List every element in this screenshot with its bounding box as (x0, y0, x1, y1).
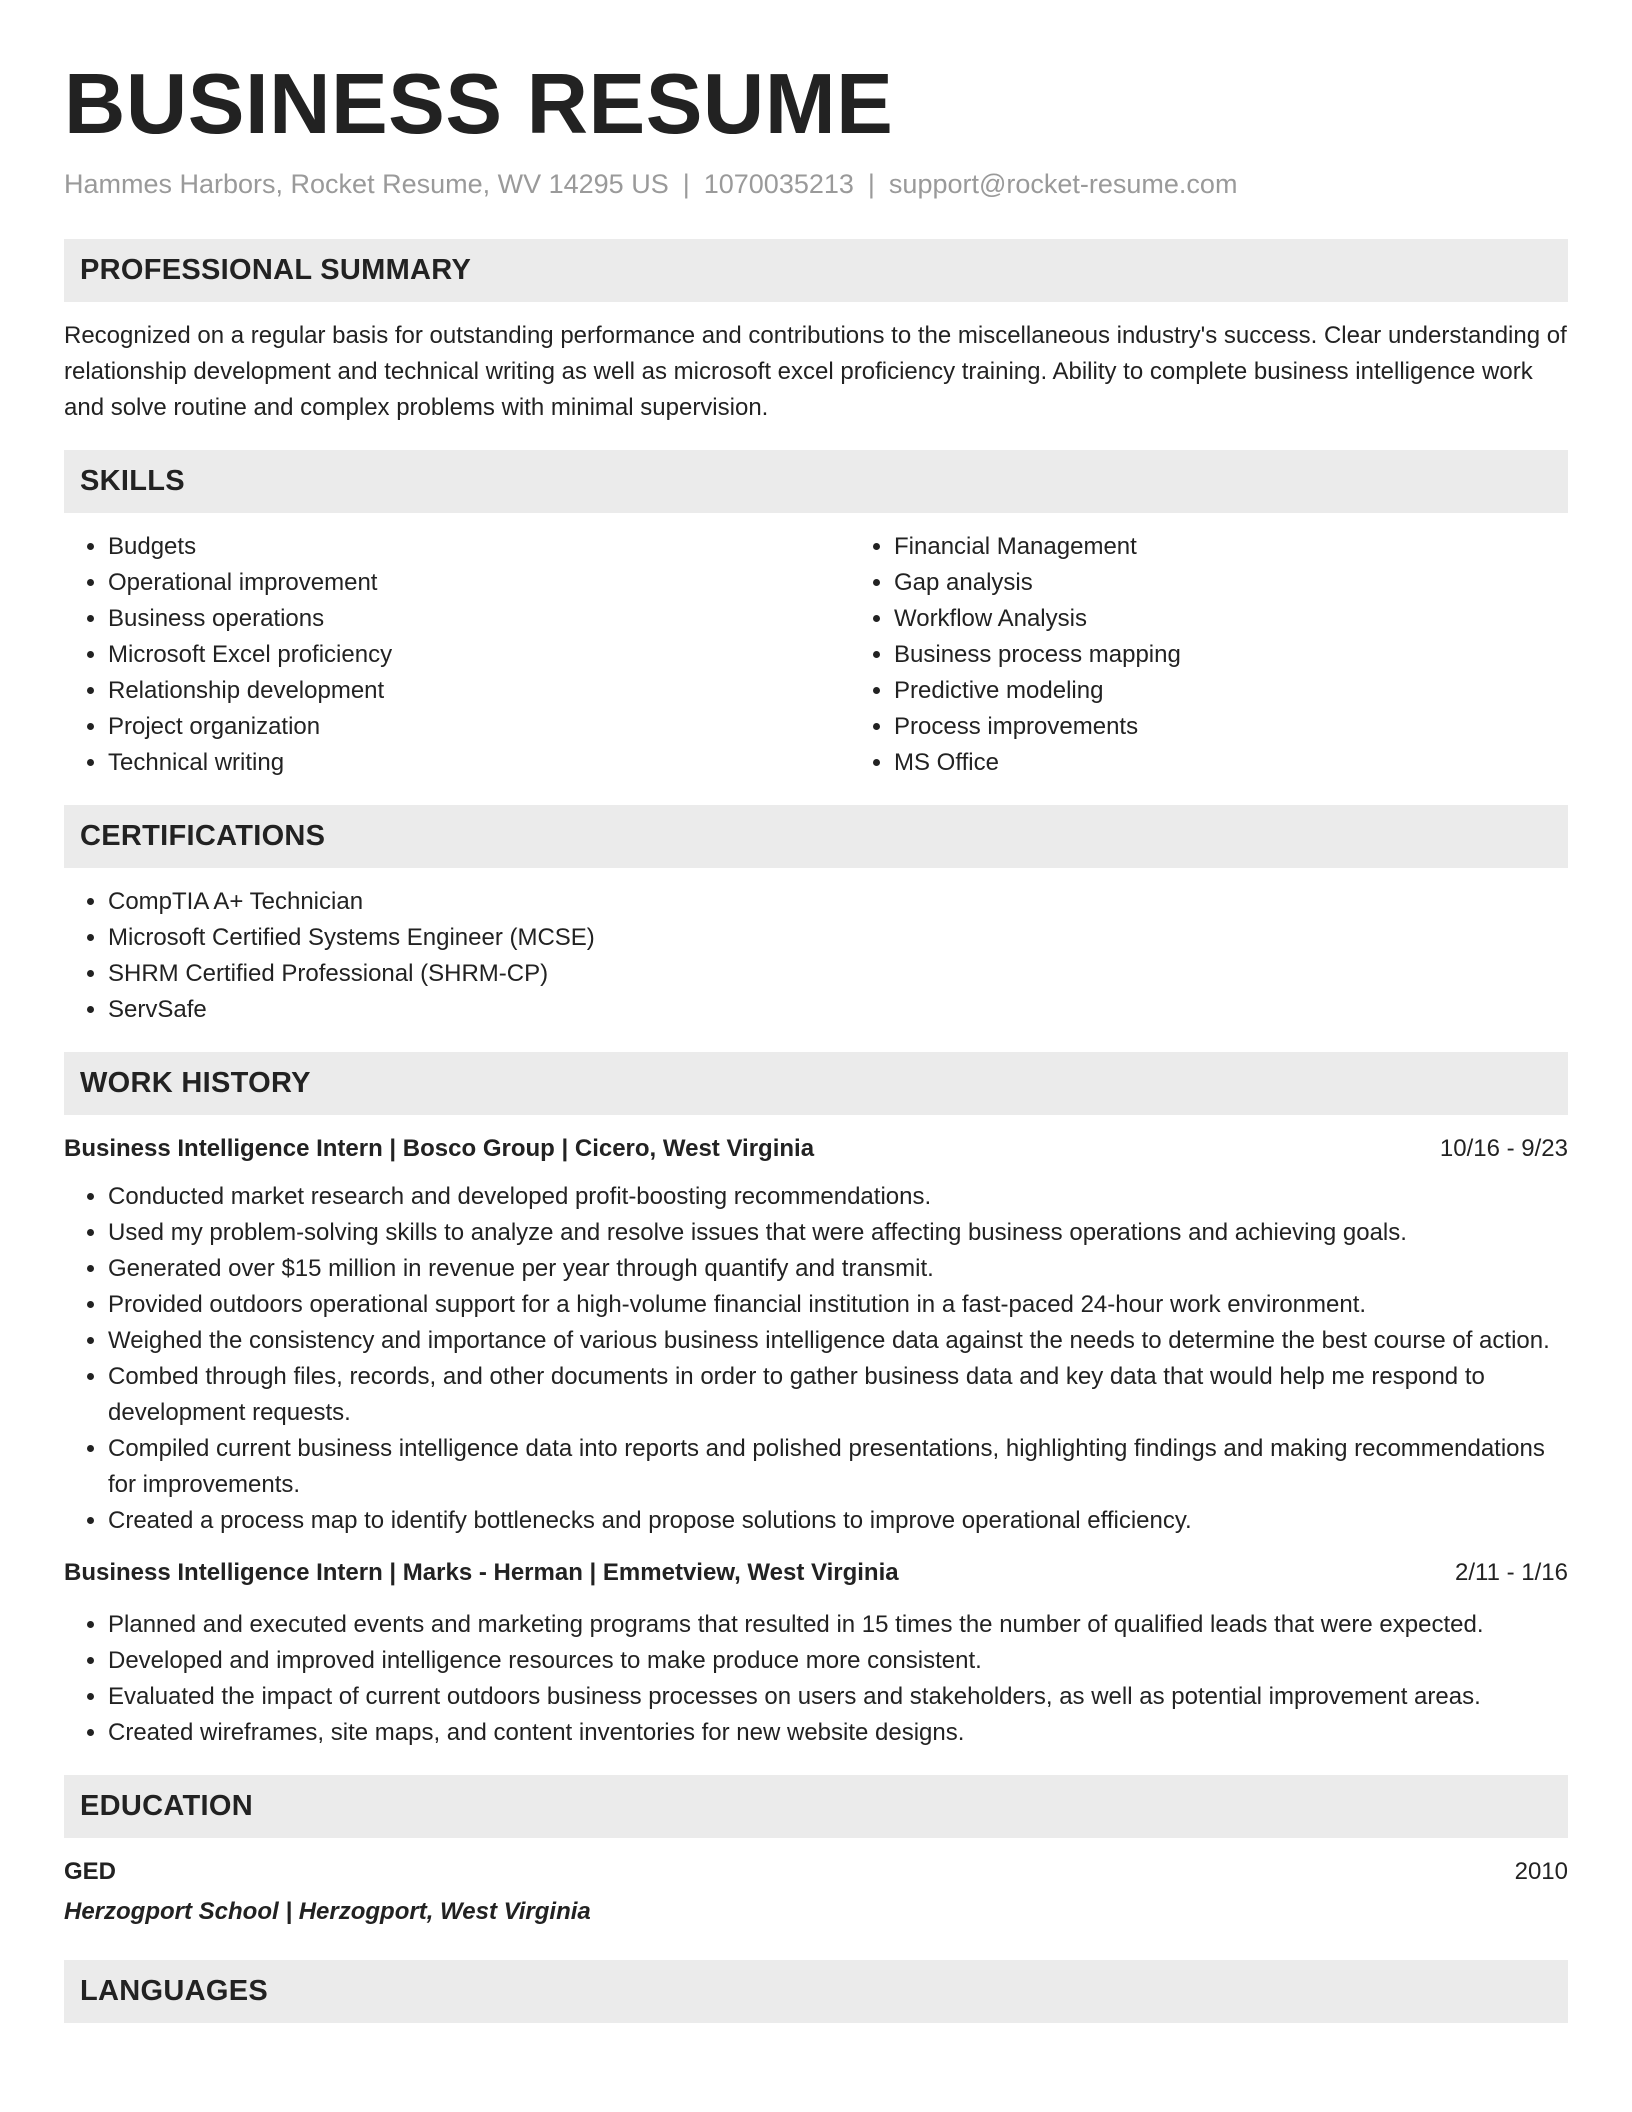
section-header-skills: SKILLS (64, 450, 1568, 513)
job-bullet: • Planned and executed events and marketing programs that resulted in 15 times the number of qualified leads that were expected. (108, 1607, 1568, 1643)
contact-line (64, 167, 1568, 201)
contact-address: Hammes Harbors, Rocket Resume, WV 14295 US (64, 169, 669, 199)
certification-item: • ServSafe (108, 992, 1568, 1028)
skill-item: • Process improvements (894, 709, 1632, 745)
section-header-education: EDUCATION (64, 1775, 1568, 1838)
job-bullet: • Provided outdoors operational support for a high-volume financial institution in a fast-paced 24-hour work environment. (108, 1287, 1568, 1323)
skills-grid (64, 513, 1568, 781)
job-bullet: • Conducted market research and developed profit-boosting recommendations. (108, 1179, 1568, 1215)
section-header-summary: PROFESSIONAL SUMMARY (64, 239, 1568, 302)
section-header-languages: LANGUAGES (64, 1960, 1568, 2023)
skill-item: • Relationship development (108, 673, 850, 709)
job-bullet: • Developed and improved intelligence resources to make produce more consistent. (108, 1643, 1568, 1679)
skill-item: • Financial Management (894, 529, 1632, 565)
skill-item: • Business process mapping (894, 637, 1632, 673)
skill-item: • Microsoft Excel proficiency (108, 637, 850, 673)
education-year: 2010 (1514, 1858, 1568, 1885)
skills-list-right (850, 529, 1632, 781)
certification-item: • SHRM Certified Professional (SHRM-CP) (108, 956, 1568, 992)
job-bullet: • Evaluated the impact of current outdoors business processes on users and stakeholders, as well as potential improvement areas. (108, 1679, 1568, 1715)
skills-list-left (64, 529, 850, 781)
contact-phone: 1070035213 (703, 169, 854, 199)
job-bullet: • Created a process map to identify bottlenecks and propose solutions to improve operational efficiency. (108, 1503, 1568, 1539)
skill-item: • MS Office (894, 745, 1632, 781)
job-entry (64, 1131, 1568, 1539)
contact-separator: | (867, 169, 875, 199)
skill-item: • Gap analysis (894, 565, 1632, 601)
certifications-list (64, 884, 1568, 1028)
summary-text: Recognized on a regular basis for outstanding performance and contributions to the miscellaneous industry's success. Clear understanding of relationship development and technical writing as well as microsoft excel proficiency training. Ability to complete business intelligence work and solve routine and complex problems with minimal supervision. (64, 322, 1567, 421)
resume-page (64, 0, 1568, 2023)
certification-item: • CompTIA A+ Technician (108, 884, 1568, 920)
contact-email: support@rocket-resume.com (888, 169, 1238, 199)
section-header-work-history: WORK HISTORY (64, 1052, 1568, 1115)
job-bullets (64, 1607, 1568, 1751)
job-entry (64, 1555, 1568, 1751)
job-title: Business Intelligence Intern | Bosco Group | Cicero, West Virginia (64, 1135, 815, 1162)
skill-item: • Business operations (108, 601, 850, 637)
job-dates: 2/11 - 1/16 (1455, 1559, 1568, 1586)
job-dates: 10/16 - 9/23 (1439, 1135, 1568, 1162)
job-bullet: • Weighed the consistency and importance of various business intelligence data against the needs to determine the best course of action. (108, 1323, 1568, 1359)
education-school: Herzogport School | Herzogport, West Virginia (64, 1898, 591, 1925)
education-header (64, 1854, 1568, 1890)
job-bullet: • Generated over $15 million in revenue per year through quantify and transmit. (108, 1251, 1568, 1287)
job-bullet: • Created wireframes, site maps, and content inventories for new website designs. (108, 1715, 1568, 1751)
job-header (64, 1131, 1568, 1167)
skill-item: • Budgets (108, 529, 850, 565)
job-title: Business Intelligence Intern | Marks - Herman | Emmetview, West Virginia (64, 1559, 899, 1586)
education-degree: GED (64, 1858, 117, 1885)
skill-item: • Technical writing (108, 745, 850, 781)
skill-item: • Operational improvement (108, 565, 850, 601)
skill-item: • Predictive modeling (894, 673, 1632, 709)
certification-item: • Microsoft Certified Systems Engineer (MCSE) (108, 920, 1568, 956)
skill-item: • Project organization (108, 709, 850, 745)
resume-title: BUSINESS RESUME (64, 57, 894, 152)
job-header (64, 1555, 1568, 1591)
contact-separator: | (682, 169, 690, 199)
skill-item: • Workflow Analysis (894, 601, 1632, 637)
job-bullet: • Compiled current business intelligence data into reports and polished presentations, highlighting findings and making recommendations for improvements. (108, 1431, 1568, 1503)
section-header-certifications: CERTIFICATIONS (64, 805, 1568, 868)
job-bullet: • Combed through files, records, and other documents in order to gather business data and key data that would help me respond to development requests. (108, 1359, 1568, 1431)
job-bullet: • Used my problem-solving skills to analyze and resolve issues that were affecting business operations and achieving goals. (108, 1215, 1568, 1251)
job-bullets (64, 1179, 1568, 1539)
